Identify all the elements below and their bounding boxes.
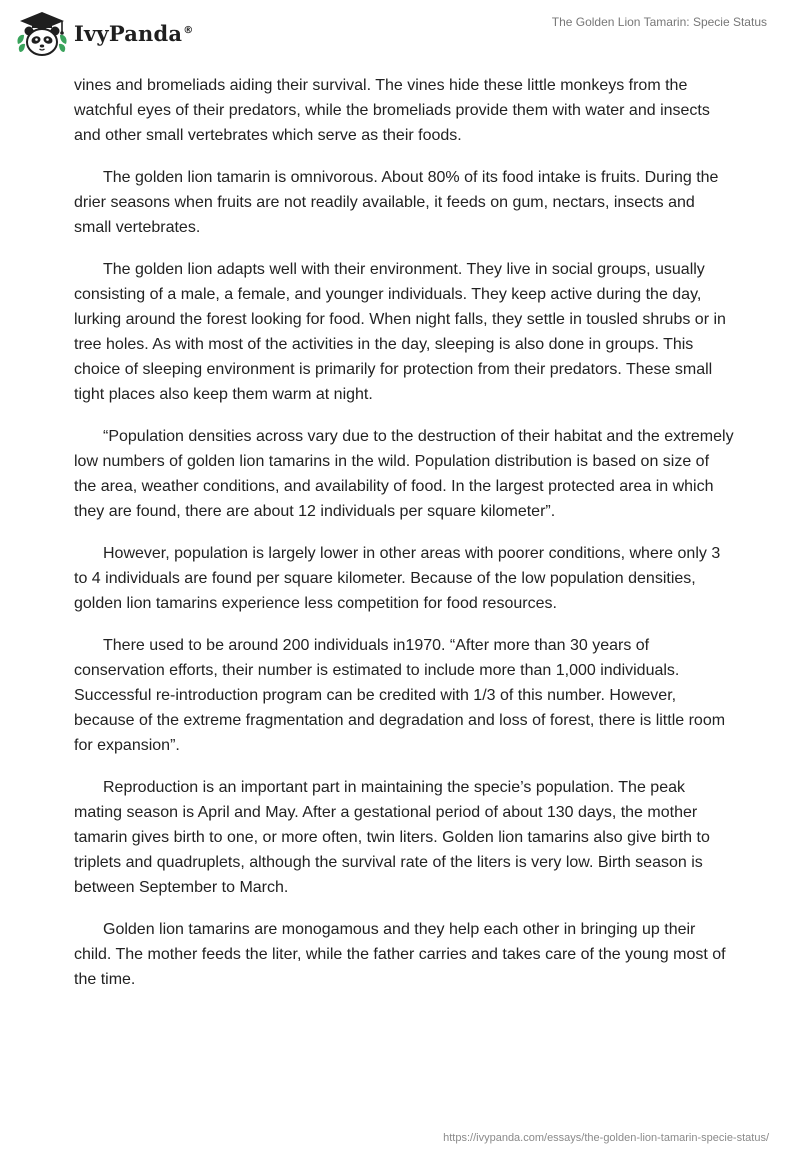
paragraph: However, population is largely lower in other areas with poorer conditions, where only 3 to 4 individuals are found per square kilometer. Because of the low population densities, golden lion tamarins experience less competition for food resources. [74,545,721,612]
panda-graduate-icon [14,8,70,60]
paragraph: There used to be around 200 individuals in1970. “After more than 30 years of conservation efforts, their number is estimated to include more than 1,000 individuals. Successful re-introduction program can be credited with 1/3 of this number. However, because of the extreme fragmentation and degradation and loss of forest, there is little room for expansion”. [74,637,726,754]
source-url[interactable]: https://ivypanda.com/essays/the-golden-lion-tamarin-specie-status/ [443,1132,769,1144]
logo-wordmark: IvyPanda® [74,20,194,46]
paragraph: The golden lion adapts well with their environment. They live in social groups, usually consisting of a male, a female, and younger individuals. They keep active during the day, lurking around the forest looking for food. When night falls, they settle in tousled shrubs or in tree holes. As with most of the activities in the day, sleeping is also done in groups. This choice of sleeping environment is primarily for protection from their predators. These small tight places also keep them warm at night. [74,261,726,403]
paragraph: Golden lion tamarins are monogamous and they help each other in bringing up their child. The mother feeds the liter, while the father carries and takes care of the young most of the time. [74,921,726,988]
ivypanda-logo[interactable] [14,8,193,60]
paragraph: “Population densities across vary due to the destruction of their habitat and the extremely low numbers of golden lion tamarins in the wild. Population distribution is based on size of the area, weather conditions, and availability of food. In the largest protected area in which they are found, there are about 12 individuals per square kilometer”. [74,428,734,520]
paragraph: The golden lion tamarin is omnivorous. About 80% of its food intake is fruits. During the drier seasons when fruits are not readily available, it feeds on gum, nectars, insects and small vertebrates. [74,169,719,236]
paragraph-continuation: vines and bromeliads aiding their survival. The vines hide these little monkeys from the watchful eyes of their predators, while the bromeliads provide them with water and insects and other small vertebrates which serve as their foods. [74,77,710,144]
registered-mark: ® [183,24,194,36]
essay-body [74,73,734,1009]
document-title: The Golden Lion Tamarin: Specie Status [551,15,767,29]
paragraph: Reproduction is an important part in maintaining the specie’s population. The peak mating season is April and May. After a gestational period of about 130 days, the mother tamarin gives birth to one, or more often, twin liters. Golden lion tamarins also give birth to triplets and quadruplets, although the survival rate of the liters is very low. Birth season is between September to March. [74,779,710,896]
page-header [0,0,800,70]
